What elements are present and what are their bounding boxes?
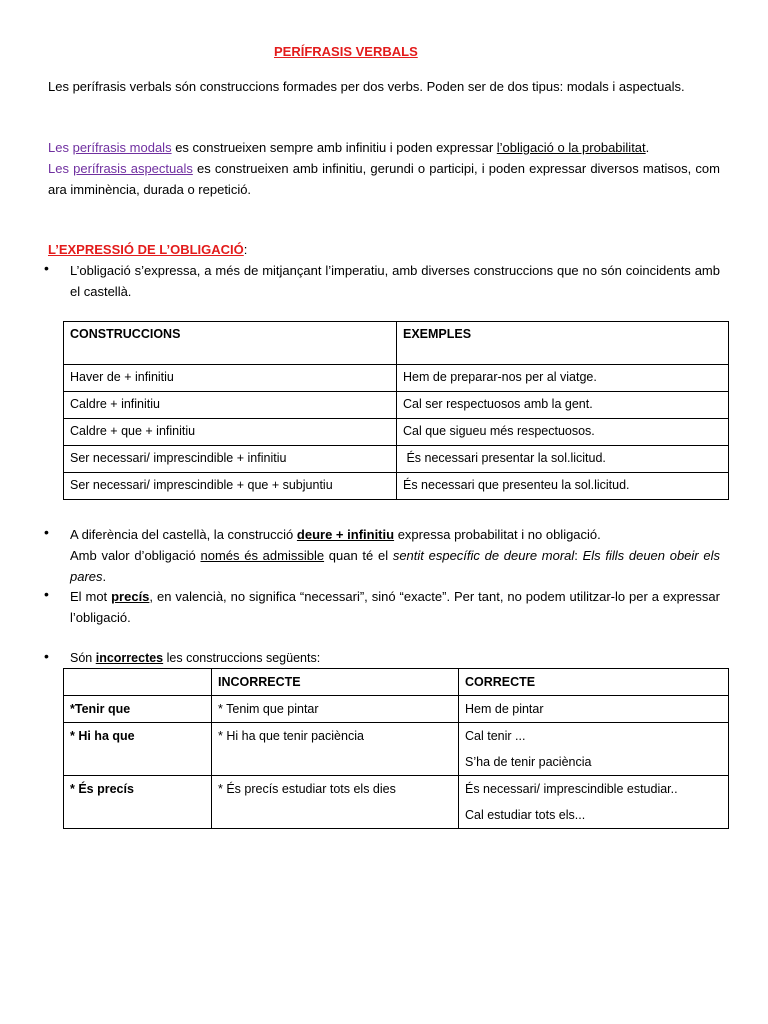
table-cell [459, 723, 729, 776]
table-cell: * Hi ha que [64, 723, 212, 776]
bullet-incorrect [70, 648, 720, 669]
table-cell [459, 776, 729, 829]
table-row [64, 776, 729, 829]
text-fragment: quan té el [328, 548, 389, 563]
term-aspectuals: perífrasis aspectuals [73, 161, 193, 176]
section-heading-text: L’EXPRESSIÓ DE L’OBLIGACIÓ [48, 242, 244, 257]
page-title: PERÍFRASIS VERBALS [274, 44, 418, 59]
table-header-row [64, 669, 729, 696]
les-word: Les [48, 140, 69, 155]
table-cell: Ser necessari/ imprescindible + que + subjuntiu [64, 473, 397, 500]
table-row [64, 365, 729, 392]
table-cell: Cal ser respectuosos amb la gent. [397, 392, 729, 419]
deure-construction: deure + infinitiu [296, 527, 395, 542]
modal-text: es construeixen sempre amb infinitiu i poden expressar [175, 140, 494, 155]
cell-line: Hem de pintar [465, 702, 544, 716]
table-row [64, 696, 729, 723]
table-cell: Caldre + que + infinitiu [64, 419, 397, 446]
table-cell: Ser necessari/ imprescindible + infinitiu [64, 446, 397, 473]
aspectual-definition [48, 158, 720, 200]
table-cell: És necessari que presenteu la sol.licitud. [397, 473, 729, 500]
example-sentence: Els fills deuen obeir els pares [70, 548, 720, 584]
incorrect-correct-table [63, 668, 729, 829]
les-word: Les [48, 161, 69, 176]
table-header-row [64, 322, 729, 365]
text-fragment: expressa probabilitat i no obligació. [397, 527, 601, 542]
bullet-deure [70, 524, 720, 587]
table-row [64, 419, 729, 446]
bullet-icon: • [44, 648, 49, 664]
cell-line: Cal tenir ... [465, 729, 526, 743]
text-fragment: les construccions següents: [166, 651, 321, 665]
aspectual-text: es construeixen amb infinitiu, gerundi o participi, i poden expressar diversos matisos, com ara imminència, durada o repetició. [48, 161, 720, 197]
table-cell: * És precís estudiar tots els dies [212, 776, 459, 829]
intro-paragraph: Les perífrasis verbals són construccions formades per dos verbs. Poden ser de dos tipus: modals i aspectuals. [48, 79, 685, 94]
header-cell [64, 669, 212, 696]
text-fragment: Són [70, 651, 93, 665]
cell-line: És necessari/ imprescindible estudiar.. [465, 782, 678, 796]
bullet-icon: • [44, 524, 49, 540]
modal-definition [48, 137, 720, 158]
header-cell: EXEMPLES [397, 322, 729, 365]
header-cell: INCORRECTE [212, 669, 459, 696]
text-fragment: A diferència del castellà, la construcció [70, 527, 294, 542]
table-cell: *Tenir que [64, 696, 212, 723]
incorrect-word: incorrectes [95, 651, 164, 665]
header-cell: CORRECTE [459, 669, 729, 696]
constructions-table [63, 321, 729, 500]
table-cell: * Tenim que pintar [212, 696, 459, 723]
colon: : [574, 548, 578, 563]
table-row [64, 446, 729, 473]
period: . [645, 140, 650, 155]
table-cell: Caldre + infinitiu [64, 392, 397, 419]
bullet-icon: • [44, 260, 49, 276]
table-cell: * Hi ha que tenir paciència [212, 723, 459, 776]
heading-colon: : [243, 242, 248, 257]
section-heading [48, 239, 720, 260]
table-cell: Cal que sigueu més respectuosos. [397, 419, 729, 446]
bullet-precis [70, 586, 720, 628]
admissible-underline: només és admissible [200, 548, 325, 563]
cell-line: Cal estudiar tots els... [465, 808, 586, 822]
table-row [64, 473, 729, 500]
table-cell: Hem de preparar-nos per al viatge. [397, 365, 729, 392]
bullet-icon: • [44, 586, 49, 602]
period: . [102, 569, 107, 584]
table-row [64, 392, 729, 419]
header-cell: CONSTRUCCIONS [64, 322, 397, 365]
modal-meaning: l’obligació o la probabilitat [496, 140, 646, 155]
term-modals: perífrasis modals [72, 140, 172, 155]
table-cell [459, 696, 729, 723]
text-fragment: El mot [70, 589, 108, 604]
precis-word: precís [111, 589, 150, 604]
moral-sense: sentit específic de deure moral [392, 548, 575, 563]
cell-line: S’ha de tenir paciència [465, 755, 592, 769]
table-cell: Haver de + infinitiu [64, 365, 397, 392]
table-row [64, 723, 729, 776]
table-cell: És necessari presentar la sol.licitud. [397, 446, 729, 473]
table-cell: * És precís [64, 776, 212, 829]
bullet-obligation: L’obligació s’expressa, a més de mitjançant l’imperatiu, amb diverses construccions que no són coincidents amb el castellà. [70, 263, 720, 299]
text-fragment: , en valencià, no significa “necessari”, sinó “exacte”. Per tant, no podem utilitzar-lo per a expressar l’obligació. [70, 589, 720, 625]
text-fragment: Amb valor d’obligació [70, 548, 196, 563]
